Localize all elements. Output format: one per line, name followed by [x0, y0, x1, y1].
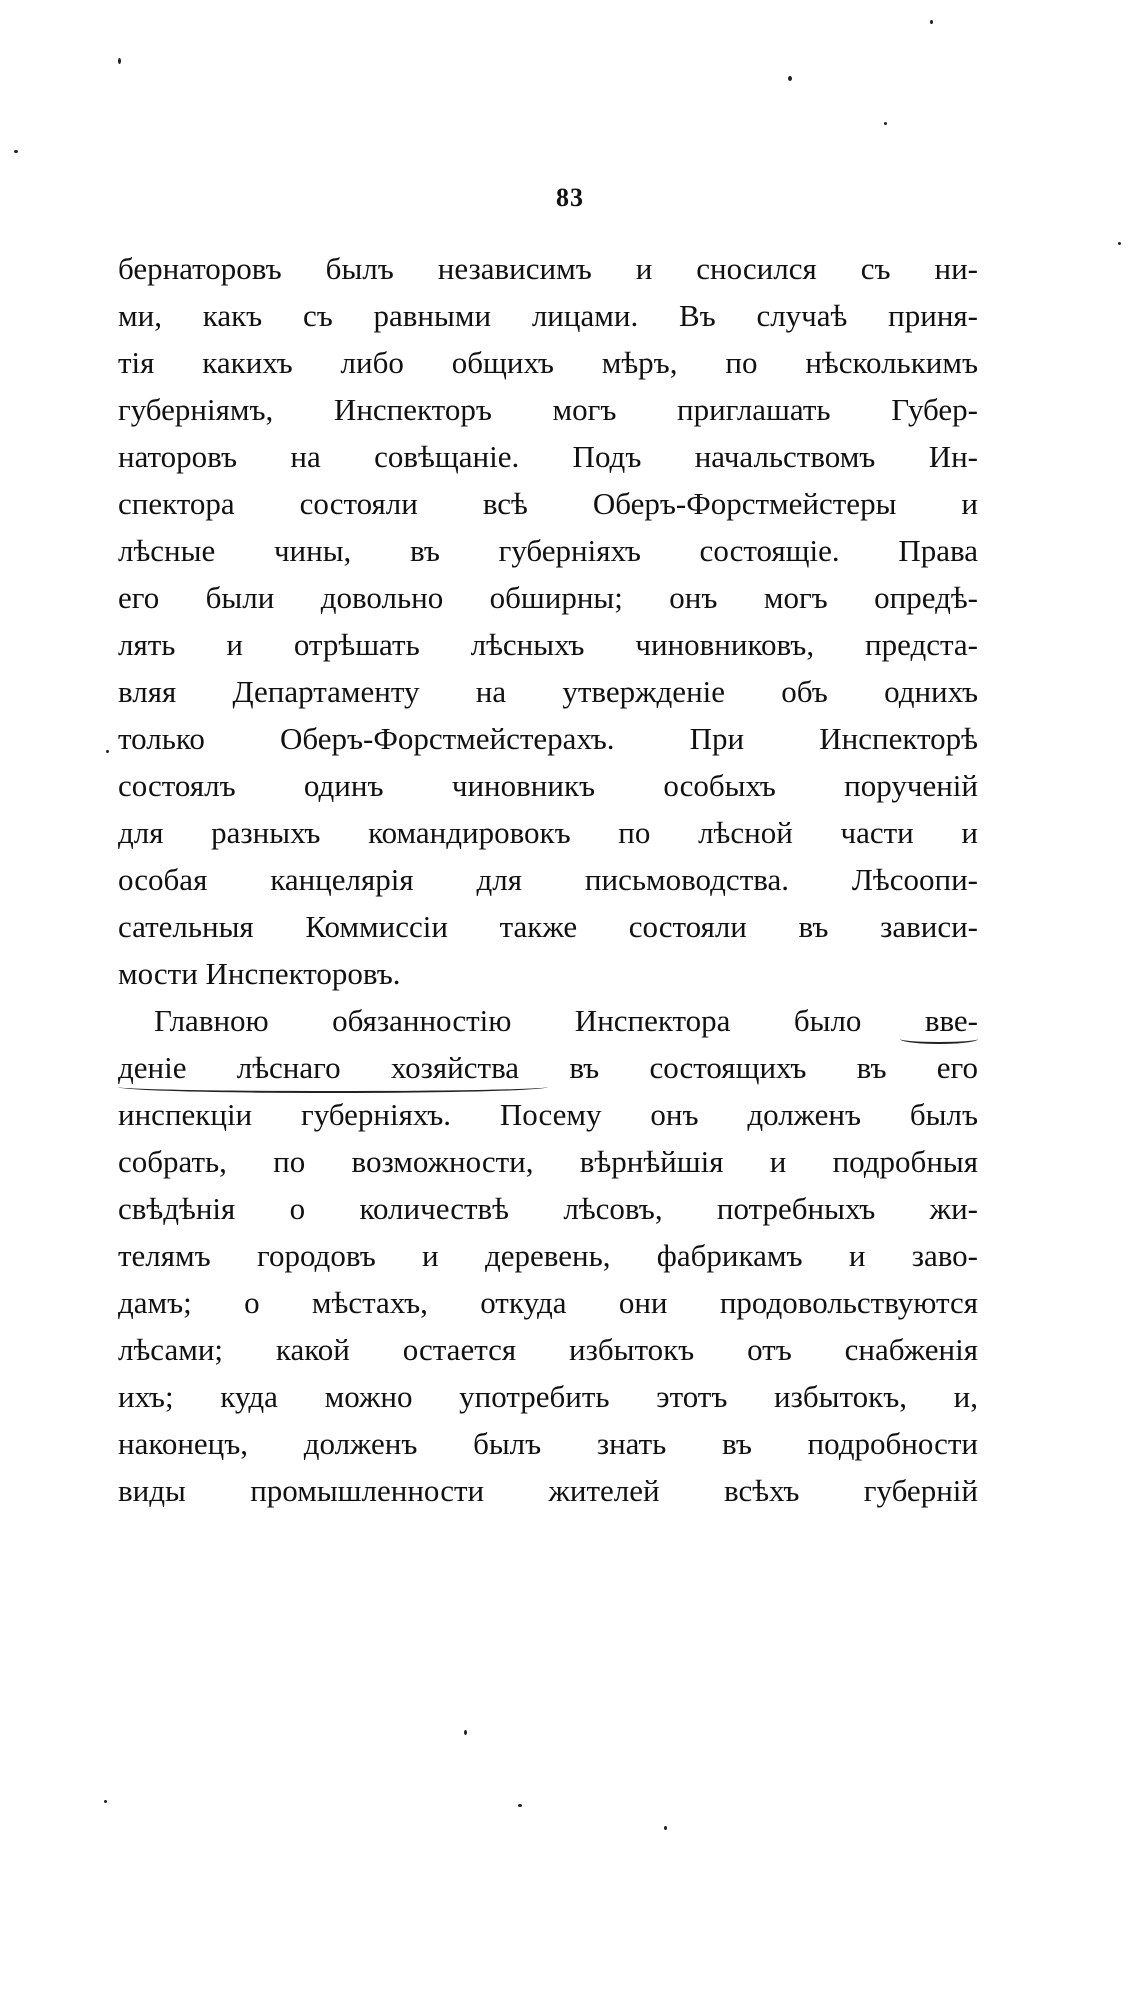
text-line: дамъ; о мѣстахъ, откуда они продовольствуются [118, 1285, 978, 1320]
text-line: только Оберъ-Форстмейстерахъ. При Инспекторѣ [118, 721, 978, 756]
text-line: Главною обязанностію Инспектора было вве- [154, 1003, 978, 1038]
scan-speck [664, 1826, 667, 1830]
text-line: лять и отрѣшать лѣсныхъ чиновниковъ, предста- [118, 627, 978, 662]
page-number: 83 [556, 183, 584, 212]
text-line: наторовъ на совѣщаніе. Подъ начальствомъ Ин- [118, 439, 978, 474]
scan-speck [104, 1800, 107, 1803]
pencil-underline [118, 1081, 548, 1093]
scan-speck [106, 750, 109, 753]
text-line: виды промышленности жителей всѣхъ губерній [118, 1473, 978, 1508]
text-line: тія какихъ либо общихъ мѣръ, по нѣсколькимъ [118, 345, 978, 380]
scan-speck [518, 1804, 522, 1807]
text-line: инспекціи губерніяхъ. Посему онъ долженъ былъ [118, 1097, 978, 1132]
text-line: его были довольно обширны; онъ могъ опредѣ- [118, 580, 978, 615]
text-line: сательныя Коммиссіи также состояли въ зависи- [118, 909, 978, 944]
text-line: собрать, по возможности, вѣрнѣйшія и подробныя [118, 1144, 978, 1179]
scan-speck [1118, 242, 1121, 245]
pencil-underline [900, 1034, 978, 1044]
scan-speck [884, 122, 887, 125]
text-line: состоялъ одинъ чиновникъ особыхъ порученій [118, 768, 978, 803]
text-line: телямъ городовъ и деревень, фабрикамъ и заво- [118, 1238, 978, 1273]
body-text [118, 245, 978, 1514]
text-line: деніе лѣснаго хозяйства въ состоящихъ въ его [118, 1050, 978, 1085]
text-line: лѣсами; какой остается избытокъ отъ снабженія [118, 1332, 978, 1367]
scan-speck [14, 150, 18, 153]
text-line: для разныхъ командировокъ по лѣсной части и [118, 815, 978, 850]
text-line: спектора состояли всѣ Оберъ-Форстмейстеры и [118, 486, 978, 521]
text-line: вляя Департаменту на утвержденіе объ однихъ [118, 674, 978, 709]
text-line: наконецъ, долженъ былъ знать въ подробности [118, 1426, 978, 1461]
scan-speck [464, 1730, 467, 1735]
text-line: бернаторовъ былъ независимъ и сносился съ ни- [118, 251, 978, 286]
text-line: ихъ; куда можно употребить этотъ избытокъ, и, [118, 1379, 978, 1414]
text-line: лѣсные чины, въ губерніяхъ состоящіе. Права [118, 533, 978, 568]
text-line: ми, какъ съ равными лицами. Въ случаѣ приня- [118, 298, 978, 333]
text-line: губерніямъ, Инспекторъ могъ приглашать Губер- [118, 392, 978, 427]
scan-speck [930, 20, 933, 24]
scan-speck [788, 76, 792, 81]
scan-speck [118, 58, 121, 64]
text-line: свѣдѣнія о количествѣ лѣсовъ, потребныхъ жи- [118, 1191, 978, 1226]
text-line: особая канцелярія для письмоводства. Лѣсоопи- [118, 862, 978, 897]
text-line: мости Инспекторовъ. [118, 956, 401, 991]
